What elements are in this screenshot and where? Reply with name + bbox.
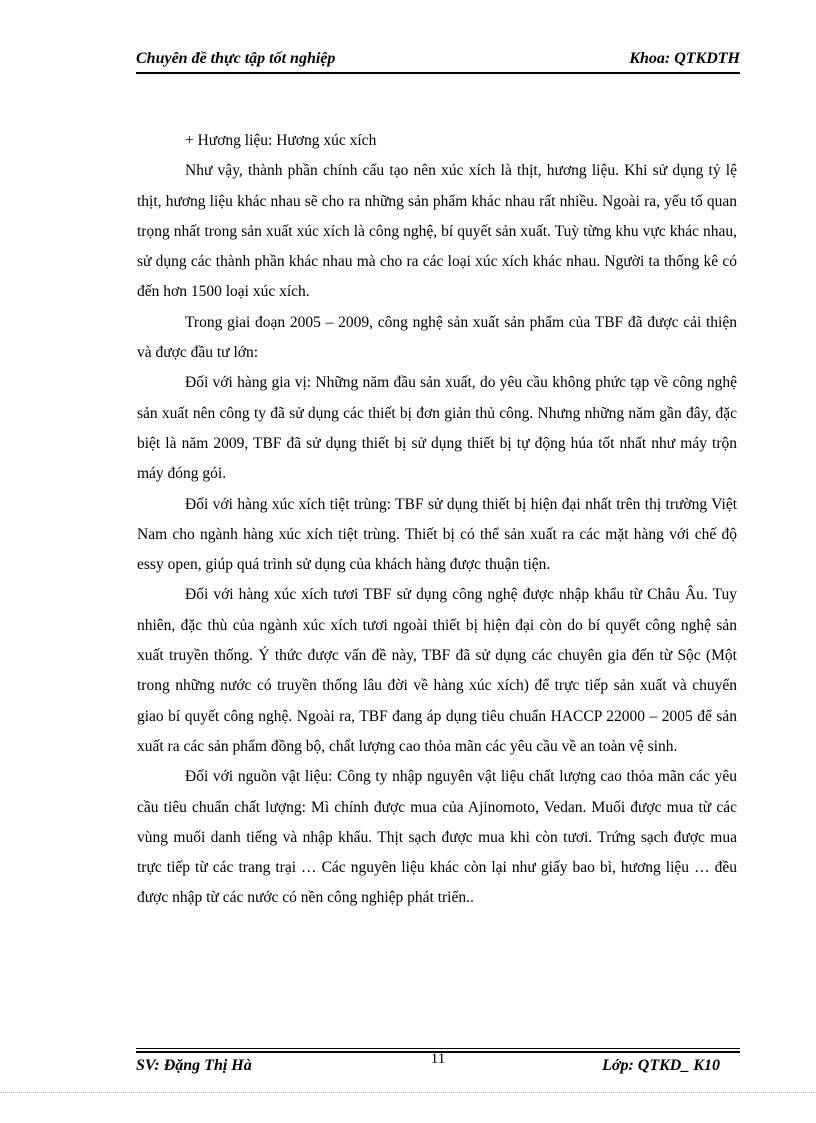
page-boundary-dotted	[0, 1092, 816, 1093]
paragraph-materials: Đối với nguồn vật liệu: Công ty nhập nguyên vật liệu chất lượng cao thỏa mãn các yêu cầu tiêu chuẩn chất lượng: Mì chính được mua của Ajinomoto, Vedan. Muối được mua từ các vùng muối danh tiếng và nhập khẩu. Thịt sạch được mua khi còn tươi. Trứng sạch được mua trực tiếp từ các trang trại … Các nguyên liệu khác còn lại như giấy bao bì, hương liệu … đều được nhập từ các nước có nền công nghiệp phát triển..	[137, 768, 737, 907]
footer-student: SV: Đặng Thị Hà	[136, 1057, 252, 1074]
footer-rule-thin	[136, 1048, 740, 1049]
page-footer	[136, 1051, 740, 1079]
paragraph-flavoring: + Hương liệu: Hương xúc xích	[185, 132, 377, 149]
paragraph-sterilized-sausage: Đối với hàng xúc xích tiệt trùng: TBF sử dụng thiết bị hiện đại nhất trên thị trường Việt Nam cho ngành hàng xúc xích tiệt trùng. Thiết bị có thể sản xuất ra các mặt hàng với chế độ essy open, giúp quá trình sử dụng của khách hàng được thuận tiện.	[137, 495, 737, 574]
paragraph-composition: Như vậy, thành phần chính cấu tạo nên xúc xích là thịt, hương liệu. Khi sử dụng tỷ lệ thịt, hương liệu khác nhau sẽ cho ra những sản phẩm khác nhau rất nhiều. Ngoài ra, yếu tố quan trọng nhất trong sản xuất xúc xích là công nghệ, bí quyết sản xuất. Tuỳ từng khu vực khác nhau, sử dụng các thành phần khác nhau mà cho ra các loại xúc xích khác nhau. Người ta thống kê có đến hơn 1500 loại xúc xích.	[137, 162, 737, 301]
footer-class: Lớp: QTKD_ K10	[602, 1057, 720, 1074]
header-faculty: Khoa: QTKDTH	[629, 50, 740, 67]
paragraph-period: Trong giai đoạn 2005 – 2009, công nghệ sản xuất sản phẩm của TBF đã được cải thiện và được đầu tư lớn:	[137, 313, 737, 362]
body-text	[137, 126, 737, 914]
page-number: 11	[430, 1051, 446, 1067]
paragraph-fresh-sausage: Đối với hàng xúc xích tươi TBF sử dụng công nghệ được nhập khẩu từ Châu Âu. Tuy nhiên, đặc thù của ngành xúc xích tươi ngoài thiết bị hiện đại còn do bí quyết công nghệ sản xuất truyền thống. Ý thức được vấn đề này, TBF đã sử dụng các chuyên gia đến từ Sộc (Một trong những nước có truyền thống lâu đời về hàng xúc xích) để trực tiếp sản xuất và chuyển giao bí quyết công nghệ. Ngoài ra, TBF đang áp dụng tiêu chuẩn HACCP 22000 – 2005 để sản xuất ra các sản phẩm đồng bộ, chất lượng cao thỏa mãn các yêu cầu về an toàn vệ sinh.	[137, 586, 737, 755]
paragraph-spices: Đối với hàng gia vị: Những năm đầu sản xuất, do yêu cầu không phức tạp về công nghệ sản xuất nên công ty đã sử dụng các thiết bị đơn giản thủ công. Nhưng những năm gần đây, đặc biệt là năm 2009, TBF đã sử dụng thiết bị sử dụng thiết bị tự động húa tốt nhất như máy trộn máy đóng gói.	[137, 374, 737, 483]
page-header	[136, 50, 740, 72]
header-document-title: Chuyên đề thực tập tốt nghiệp	[136, 50, 336, 67]
header-rule	[136, 72, 740, 74]
